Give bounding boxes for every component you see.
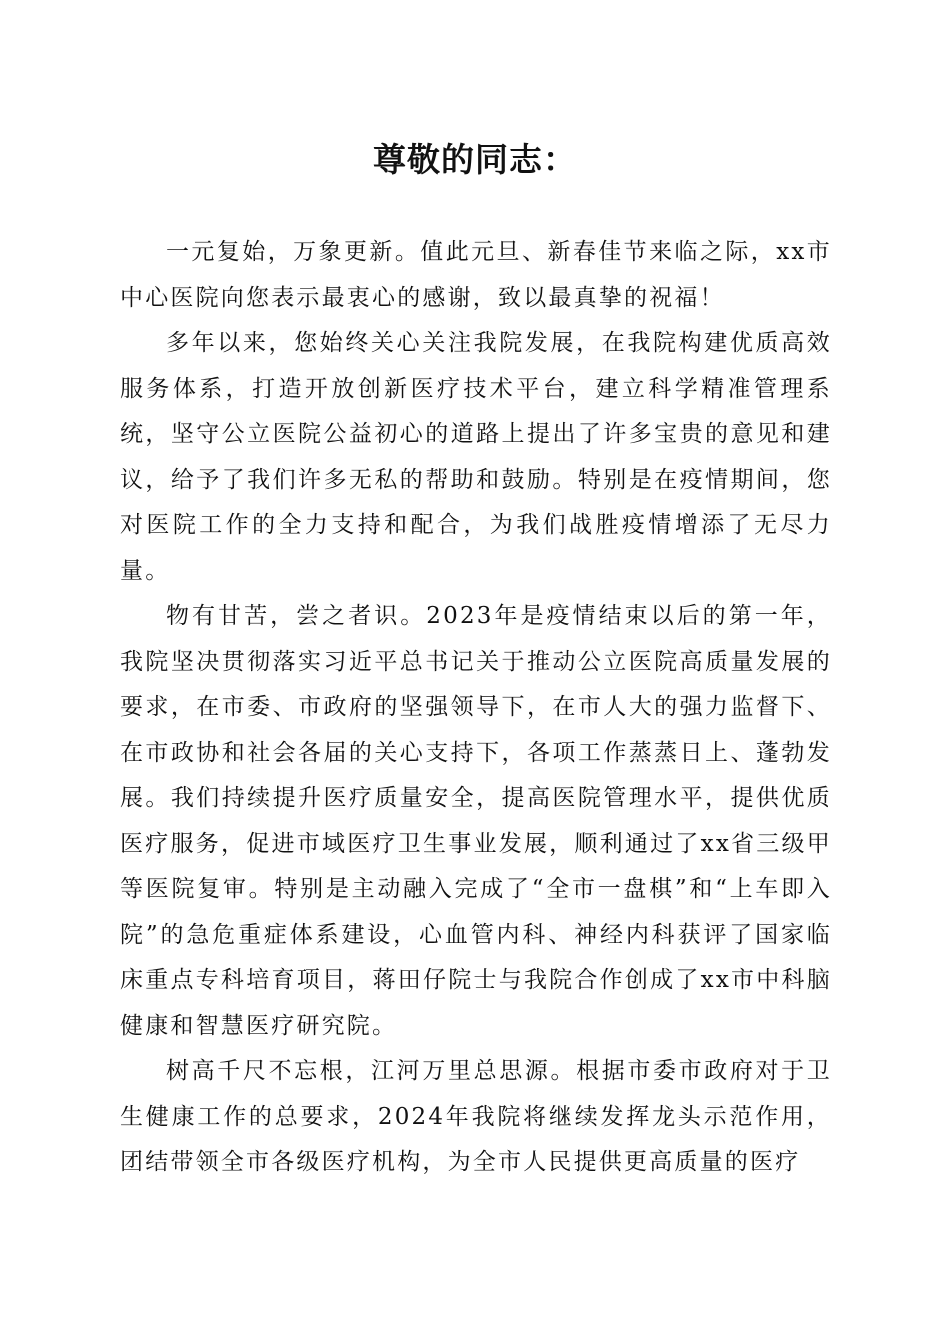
paragraph-gratitude: 多年以来，您始终关心关注我院发展，在我院构建优质高效服务体系，打造开放创新医疗技术平台，建立科学精准管理系统，坚守公立医院公益初心的道路上提出了许多宝贵的意见和建议，给予了我们许多无私的帮助和鼓励。特别是在疫情期间，您对医院工作的全力支持和配合，为我们战胜疫情增添了无尽力量。 [120, 330, 832, 584]
paragraph-outlook: 树高千尺不忘根，江河万里总思源。根据市委市政府对于卫生健康工作的总要求，2024年我院将继续发挥龙头示范作用，团结带领全市各级医疗机构，为全市人民提供更高质量的医疗 [120, 1058, 832, 1175]
page-title: 尊敬的同志： [373, 140, 577, 179]
letter-body [120, 230, 832, 1186]
paragraph-greeting: 一元复始，万象更新。值此元旦、新春佳节来临之际，xx市中心医院向您表示最衷心的感谢，致以最真挚的祝福！ [120, 239, 832, 311]
paragraph-achievements: 物有甘苦，尝之者识。2023年是疫情结束以后的第一年，我院坚决贯彻落实习近平总书记关于推动公立医院高质量发展的要求，在市委、市政府的坚强领导下，在市人大的强力监督下、在市政协和社会各届的关心支持下，各项工作蒸蒸日上、蓬勃发展。我们持续提升医疗质量安全，提高医院管理水平，提供优质医疗服务，促进市域医疗卫生事业发展，顺利通过了xx省三级甲等医院复审。特别是主动融入完成了“全市一盘棋”和“上车即入院”的急危重症体系建设，心血管内科、神经内科获评了国家临床重点专科培育项目，蒋田仔院士与我院合作创成了xx市中科脑健康和智慧医疗研究院。 [120, 603, 832, 1039]
